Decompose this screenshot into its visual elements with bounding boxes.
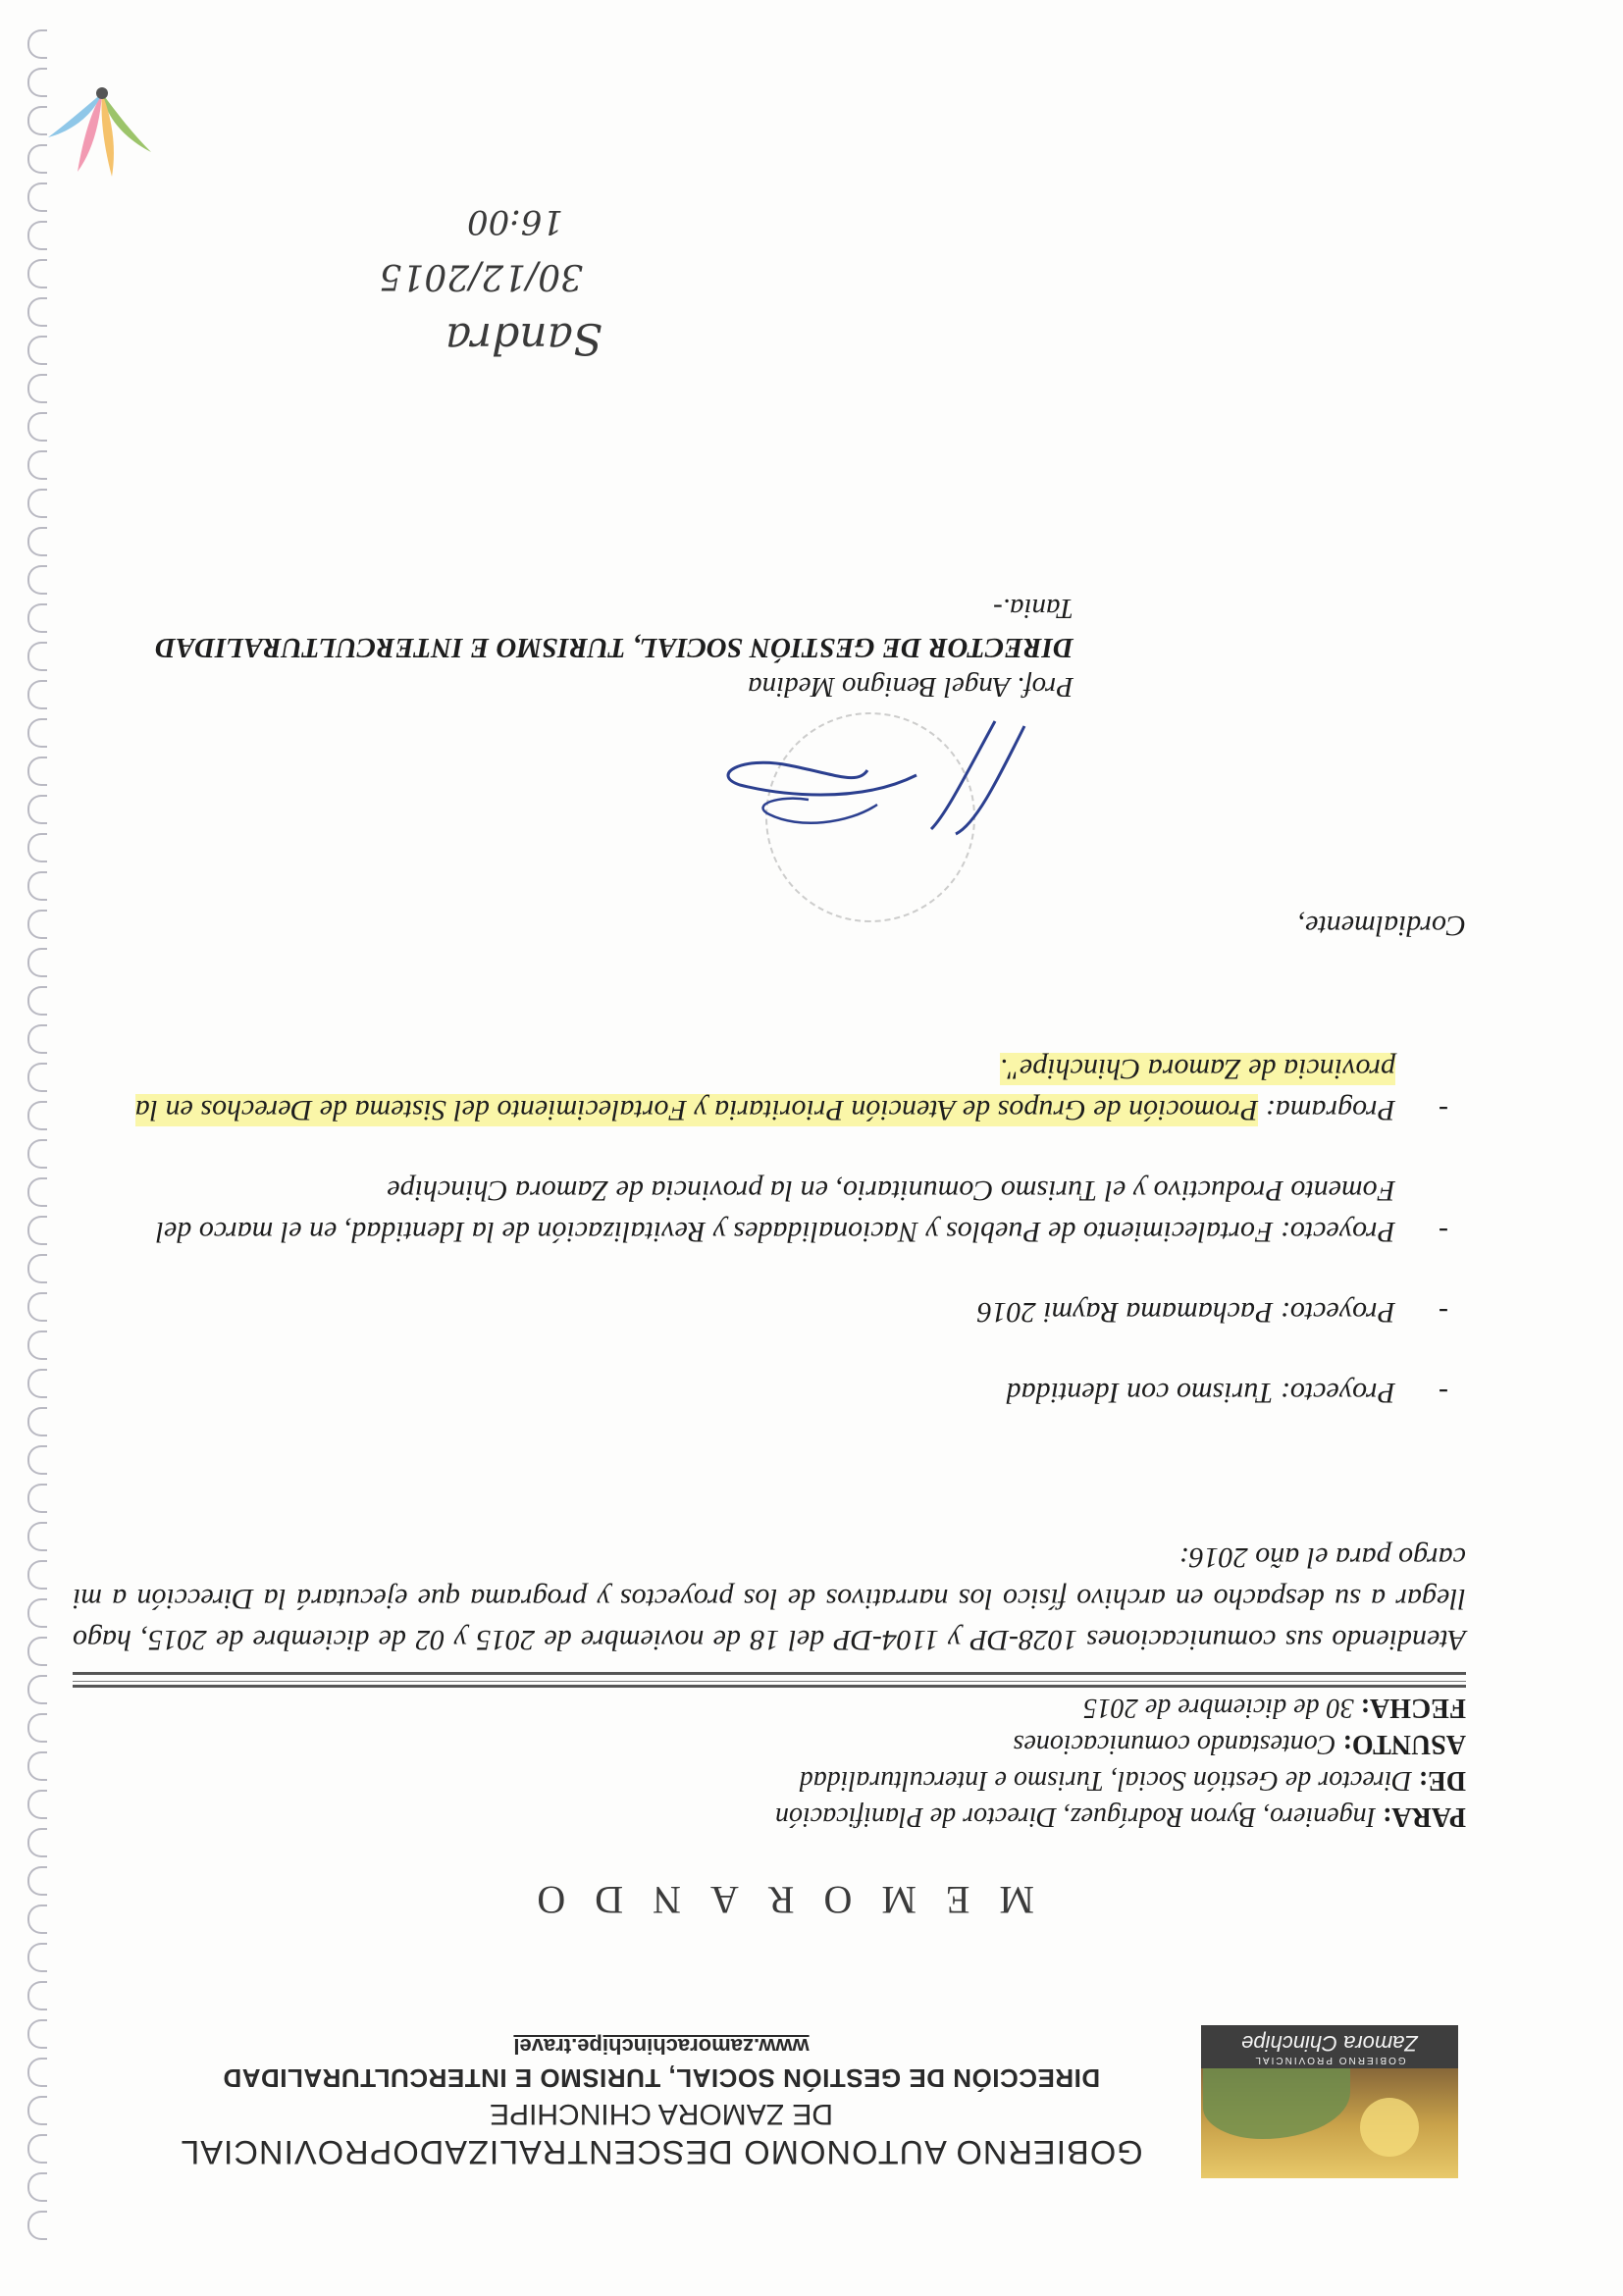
project-list xyxy=(53,1009,1466,1413)
memo-meta xyxy=(190,1690,1466,1835)
signer-name: Prof. Angel Benigno Medina xyxy=(748,671,1073,703)
fecha-value: 30 de diciembre de 2015 xyxy=(1082,1693,1354,1723)
receipt-name: Sandra xyxy=(445,313,602,363)
list-item-text: Proyecto: Turismo con Identidad xyxy=(1006,1377,1395,1409)
header-rule-inner xyxy=(73,1681,1466,1682)
handwritten-receipt-note xyxy=(367,186,622,383)
memo-fecha-row xyxy=(190,1690,1466,1726)
de-label: DE: xyxy=(1418,1765,1466,1796)
decorative-flower-icon xyxy=(43,83,161,191)
signer-title: DIRECTOR DE GESTIÓN SOCIAL, TURISMO E INTERCULTURALIDAD xyxy=(155,632,1073,663)
list-item: - Proyecto: Turismo con Identidad xyxy=(1006,1377,1448,1409)
para-label: PARA: xyxy=(1382,1801,1466,1832)
asunto-value: Contestando comunicaciones xyxy=(1013,1729,1336,1759)
letterhead-website: www.zamorachinchipe.travel xyxy=(513,2034,810,2059)
logo-hill xyxy=(1203,2061,1350,2139)
de-value: Director de Gestión Social, Turismo e Interculturalidad xyxy=(799,1765,1412,1796)
logo-sun xyxy=(1360,2098,1419,2157)
closing: Cordialmente, xyxy=(1297,910,1466,942)
list-item-prefix: Programa: xyxy=(1258,1094,1395,1126)
list-item-text: Proyecto: Pachamama Raymi 2016 xyxy=(976,1296,1395,1329)
memo-asunto-row xyxy=(190,1726,1466,1762)
memo-title: MEMORANDO xyxy=(507,1878,1034,1922)
logo-band xyxy=(1201,2025,1458,2068)
asunto-label: ASUNTO: xyxy=(1342,1729,1466,1759)
logo-small-text: GOBIERNO PROVINCIAL xyxy=(1253,2055,1406,2065)
header-rule xyxy=(73,1672,1466,1688)
list-item: - Proyecto: Fortalecimiento de Pueblos y Nacionalidades y Revitalización de la Identidad, en el marco del Fomento Productivo y el Turismo Comunitario, en la provincia de Zamora Chinchipe xyxy=(155,1174,1448,1248)
body-paragraph: Atendiendo sus comunicaciones 1028-DP y 1104-DP del 18 de noviembre de 2015 y 02 de diciembre de 2015, hago llegar a su despacho en archivo físico los narrativos de los proyectos y programa que ejecutará la Dirección a mi cargo para el año 2016: xyxy=(73,1541,1466,1656)
receipt-date: 30/12/2015 xyxy=(379,256,583,296)
letterhead-line3: DIRECCIÓN DE GESTIÓN SOCIAL, TURISMO E INTERCULTURALIDAD xyxy=(222,2063,1101,2093)
highlighted-text: Promoción de Grupos de Atención Prioritaria y Fortalecimiento del Sistema de Derechos en la provincia de Zamora Chinchipe". xyxy=(134,1053,1395,1126)
signer-block xyxy=(155,589,1073,706)
list-item-text: Proyecto: Fortalecimiento de Pueblos y Nacionalidades y Revitalización de la Identidad, en el marco del Fomento Productivo y el Turismo Comunitario, en la provincia de Zamora Chinchipe xyxy=(155,1174,1395,1248)
provincial-logo xyxy=(1201,2025,1458,2178)
list-item: - Proyecto: Pachamama Raymi 2016 xyxy=(976,1296,1448,1329)
receipt-time: 16:00 xyxy=(467,202,563,241)
letterhead-line1: GOBIERNO AUTONOMO DESCENTRALIZADOPROVINCIAL xyxy=(180,2133,1143,2170)
fecha-label: FECHA: xyxy=(1360,1693,1466,1723)
memo-de-row xyxy=(190,1762,1466,1799)
list-item: - Programa: Promoción de Grupos de Atención Prioritaria y Fortalecimiento del Sistema de Derechos en la provincia de Zamora Chinchipe". xyxy=(134,1053,1448,1126)
signer-initials: Tania.- xyxy=(993,593,1073,624)
logo-big-text: Zamora Chinchipe xyxy=(1241,2031,1418,2056)
para-value: Ingeniero, Byron Rodríguez, Director de Planificación xyxy=(775,1801,1376,1832)
letterhead-line2: DE ZAMORA CHINCHIPE xyxy=(489,2098,834,2130)
signature xyxy=(622,716,1034,844)
letterhead xyxy=(141,2033,1181,2170)
memo-para-row xyxy=(190,1799,1466,1835)
